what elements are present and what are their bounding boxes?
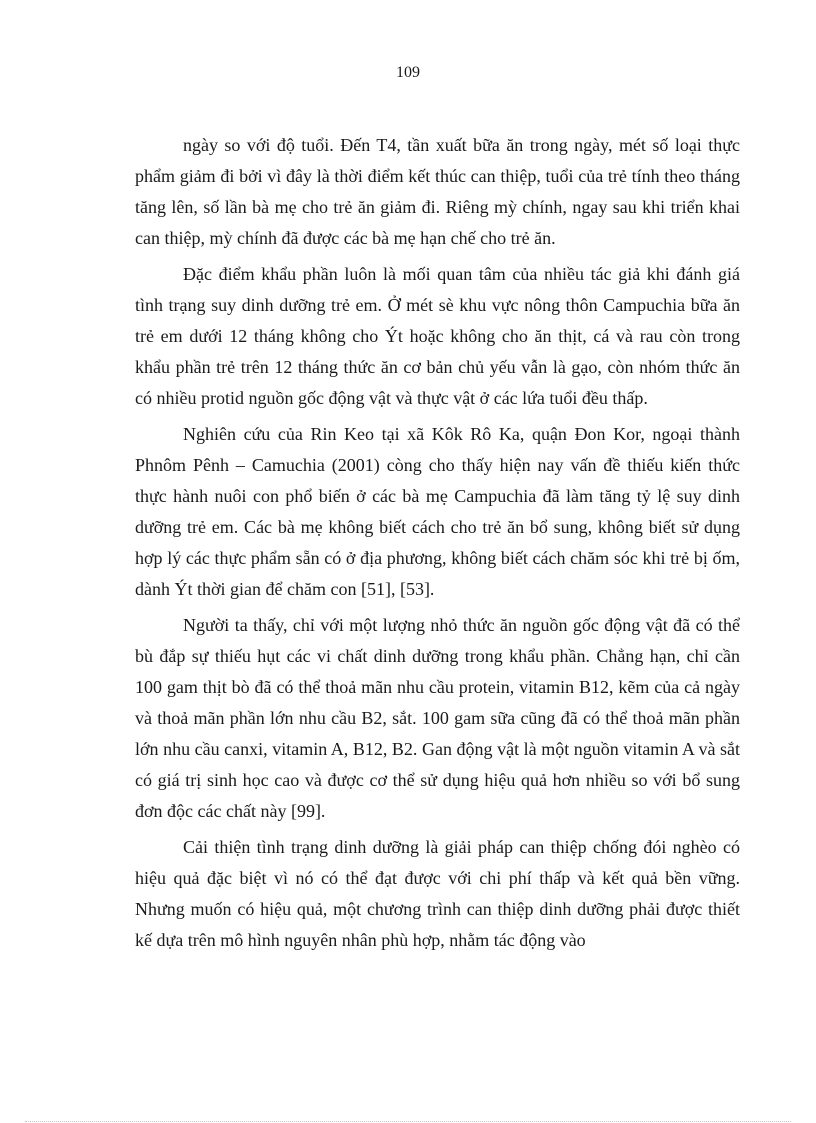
paragraph-1: ngày so với độ tuổi. Đến T4, tần xuất bữa ăn trong ngày, mét số loại thực phẩm giảm đi bởi vì đây là thời điểm kết thúc can thiệp, tuổi của trẻ tính theo tháng tăng lên, số lần bà mẹ cho trẻ ăn giảm đi. Riêng mỳ chính, ngay sau khi triển khai can thiệp, mỳ chính đã được các bà mẹ hạn chế cho trẻ ăn.: [135, 135, 740, 248]
paragraph-4: Người ta thấy, chỉ với một lượng nhỏ thức ăn nguồn gốc động vật đã có thể bù đắp sự thiếu hụt các vi chất dinh dưỡng trong khẩu phần. Chẳng hạn, chỉ cần 100 gam thịt bò đã có thể thoả mãn nhu cầu protein, vitamin B12, kẽm của cả ngày và thoả mãn phần lớn nhu cầu B2, sắt. 100 gam sữa cũng đã có thể thoả mãn phần lớn nhu cầu canxi, vitamin A, B12, B2. Gan động vật là một nguồn vitamin A và sắt có giá trị sinh học cao và được cơ thể sử dụng hiệu quả hơn nhiều so với bổ sung đơn độc các chất này [99].: [135, 615, 740, 821]
paragraph-2: Đặc điểm khẩu phần luôn là mối quan tâm của nhiều tác giả khi đánh giá tình trạng suy dinh dưỡng trẻ em. Ở mét sè khu vực nông thôn Campuchia bữa ăn trẻ em dưới 12 tháng không cho Ýt hoặc không cho ăn thịt, cá và rau còn trong khẩu phần trẻ trên 12 tháng thức ăn cơ bản chủ yếu vẫn là gạo, còn nhóm thức ăn có nhiều protid nguồn gốc động vật và thực vật ở các lứa tuổi đều thấp.: [135, 264, 740, 408]
page-number: 109: [396, 64, 420, 81]
page-bottom-divider: [25, 1121, 791, 1122]
paragraph-3: Nghiên cứu của Rin Keo tại xã Kôk Rô Ka, quận Đon Kor, ngoại thành Phnôm Pênh – Camuchia (2001) còng cho thấy hiện nay vấn đề thiếu kiến thức thực hành nuôi con phổ biến ở các bà mẹ Campuchia đã làm tăng tỷ lệ suy dinh dưỡng trẻ em. Các bà mẹ không biết cách cho trẻ ăn bổ sung, không biết sử dụng hợp lý các thực phẩm sẵn có ở địa phương, không biết cách chăm sóc khi trẻ bị ốm, dành Ýt thời gian để chăm con [51], [53].: [135, 424, 740, 599]
body-text: [135, 130, 740, 961]
paragraph-5: Cải thiện tình trạng dinh dưỡng là giải pháp can thiệp chống đói nghèo có hiệu quả đặc biệt vì nó có thể đạt được với chi phí thấp và kết quả bền vững. Nhưng muốn có hiệu quả, một chương trình can thiệp dinh dưỡng phải được thiết kế dựa trên mô hình nguyên nhân phù hợp, nhằm tác động vào: [135, 837, 740, 950]
